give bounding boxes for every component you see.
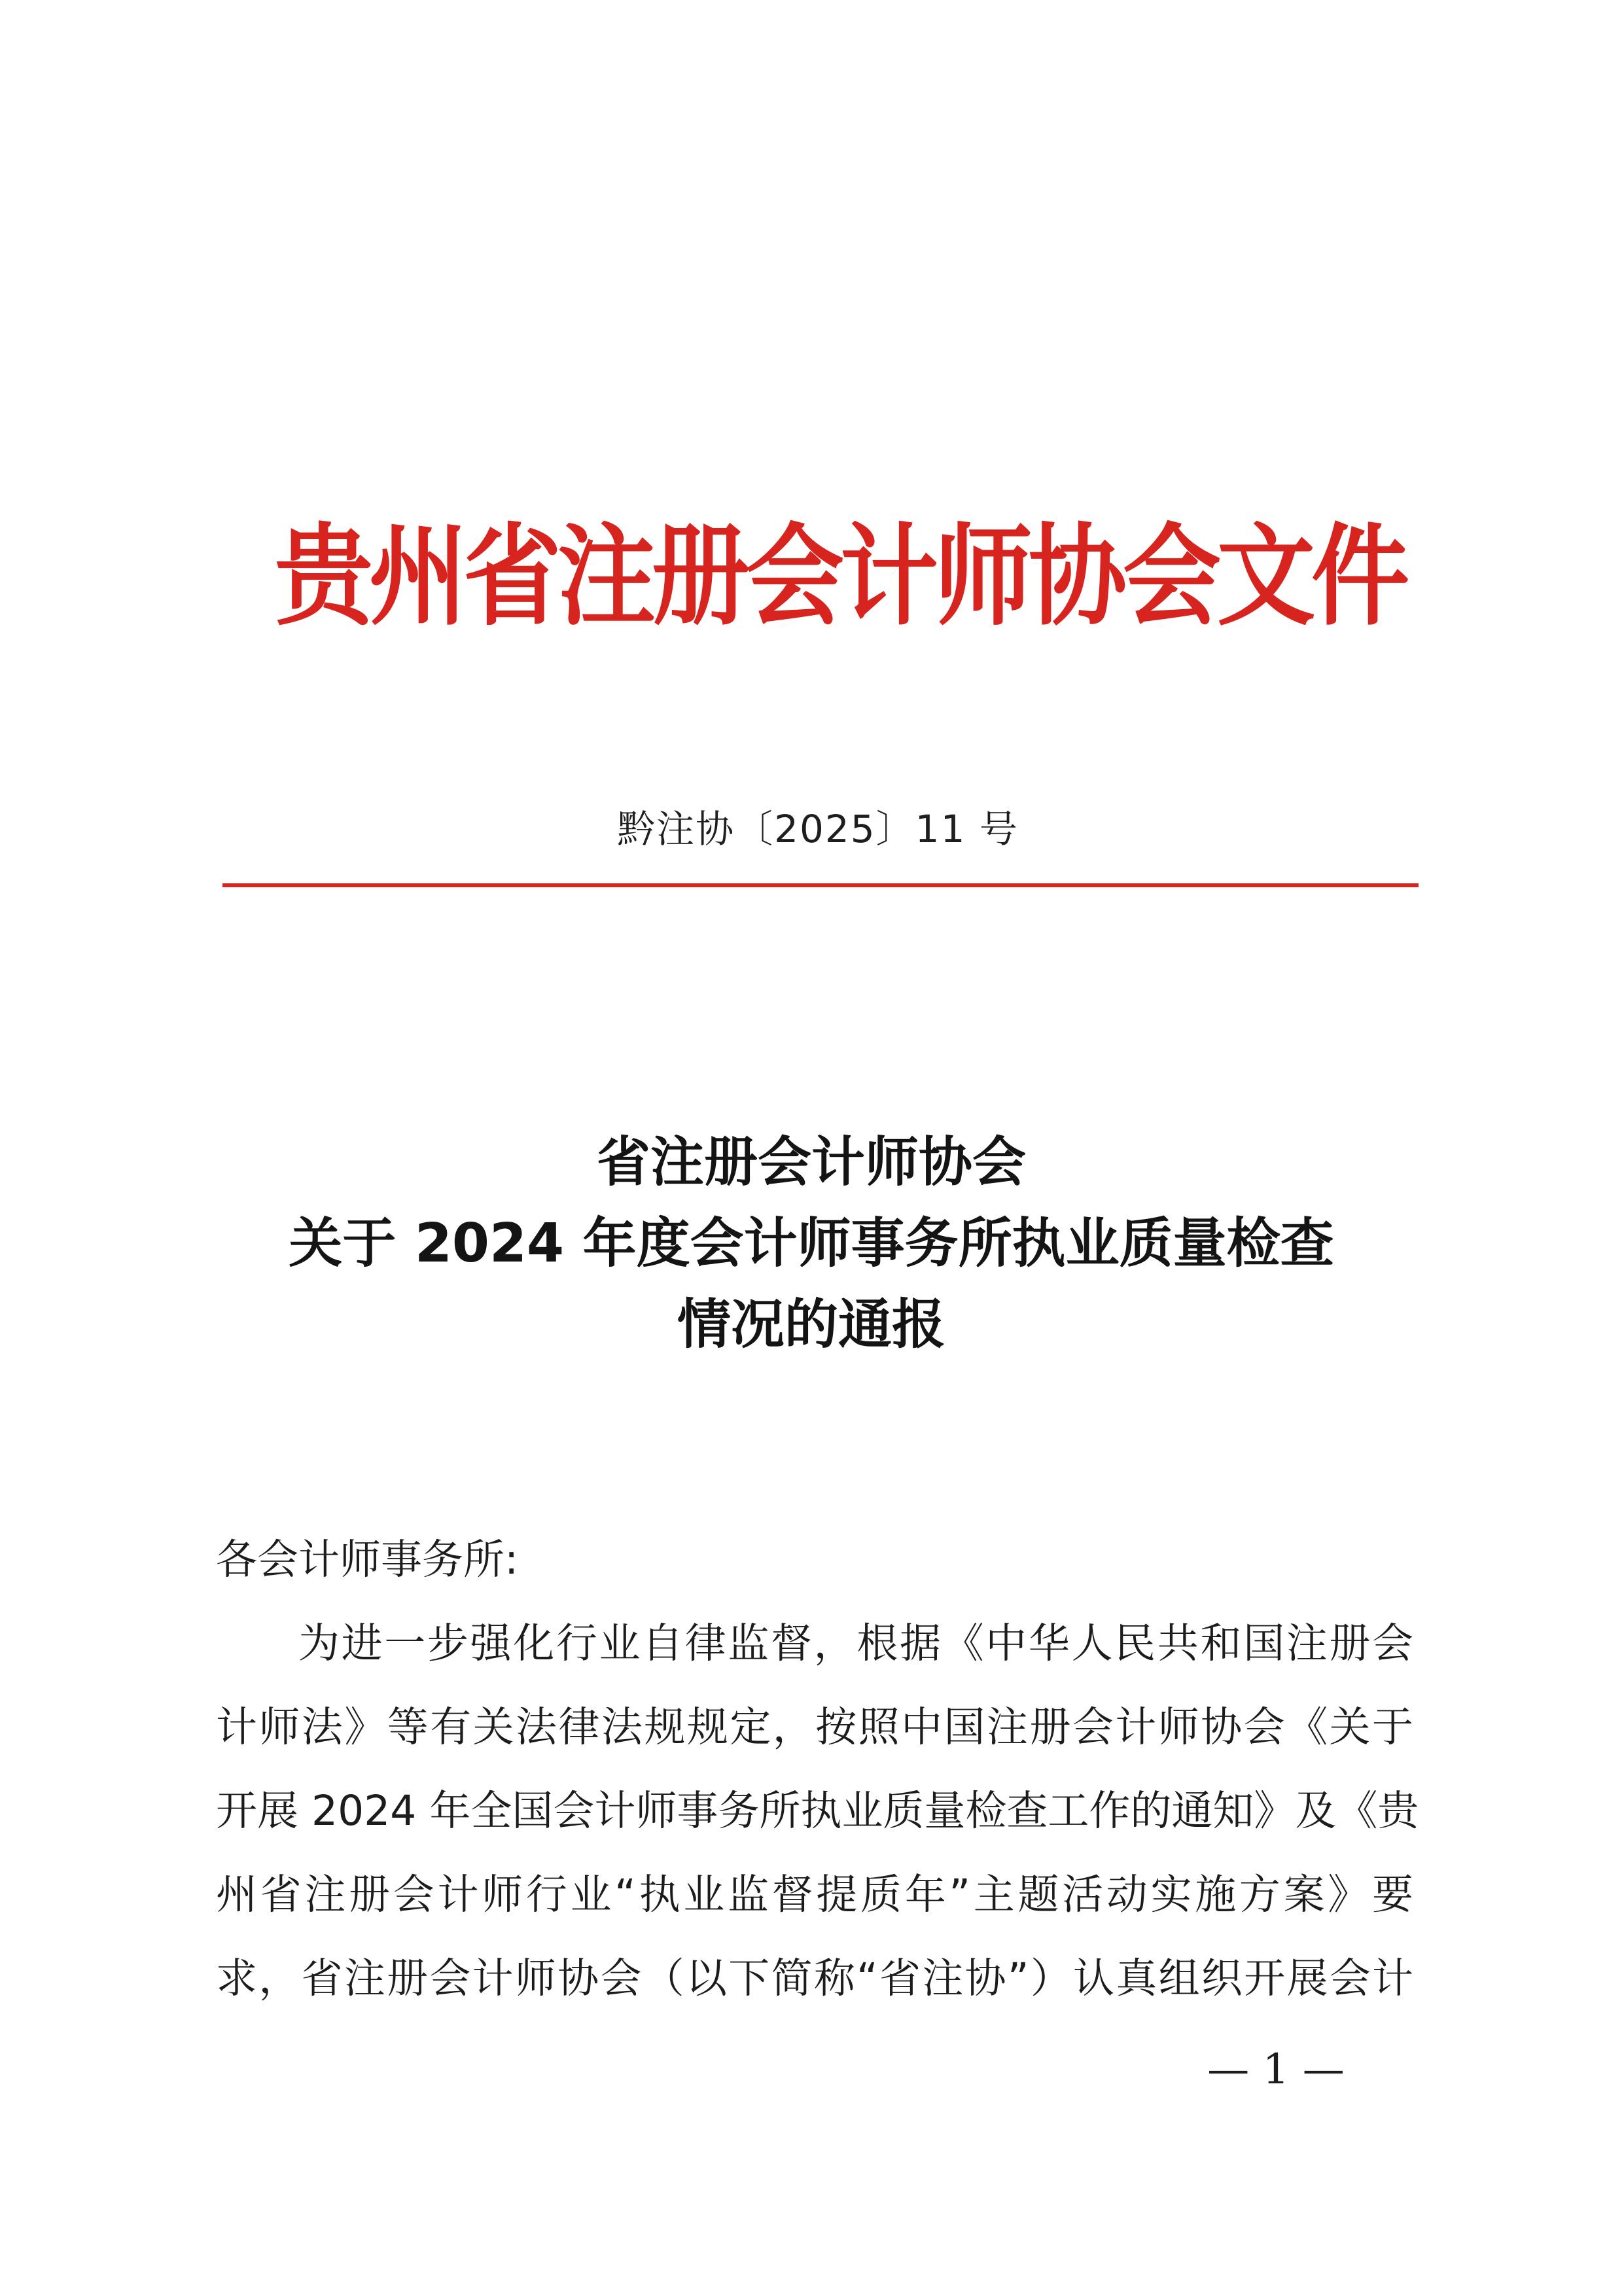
document-title — [196, 1122, 1426, 1366]
salutation: 各会计师事务所: — [216, 1536, 519, 1583]
title-line-2: 关于 2024 年度会计师事务所执业质量检查 — [289, 1212, 1334, 1275]
paragraph-line: 开展 2024 年全国会计师事务所执业质量检查工作的通知》及《贵 — [216, 1787, 1419, 1835]
red-separator-line — [222, 883, 1419, 887]
title-line-1: 省注册会计师协会 — [596, 1131, 1026, 1193]
paragraph-line: 为进一步强化行业自律监督，根据《中华人民共和国注册会 — [298, 1619, 1413, 1667]
paragraph-line: 计师法》等有关法律法规规定，按照中国注册会计师协会《关于 — [216, 1703, 1413, 1751]
document-number: 黔注协〔2025〕11 号 — [617, 807, 1019, 851]
document-body — [216, 1518, 1419, 2021]
paragraph-line: 州省注册会计师行业“执业监督提质年”主题活动实施方案》要 — [216, 1871, 1413, 1918]
page-number: — 1 — — [1207, 2045, 1345, 2094]
title-line-3: 情况的通报 — [677, 1294, 945, 1356]
paragraph-line: 求，省注册会计师协会（以下简称“省注协”）认真组织开展会计 — [216, 1954, 1413, 2002]
issuer-header-title: 贵州省注册会计师协会文件 — [275, 513, 1406, 641]
